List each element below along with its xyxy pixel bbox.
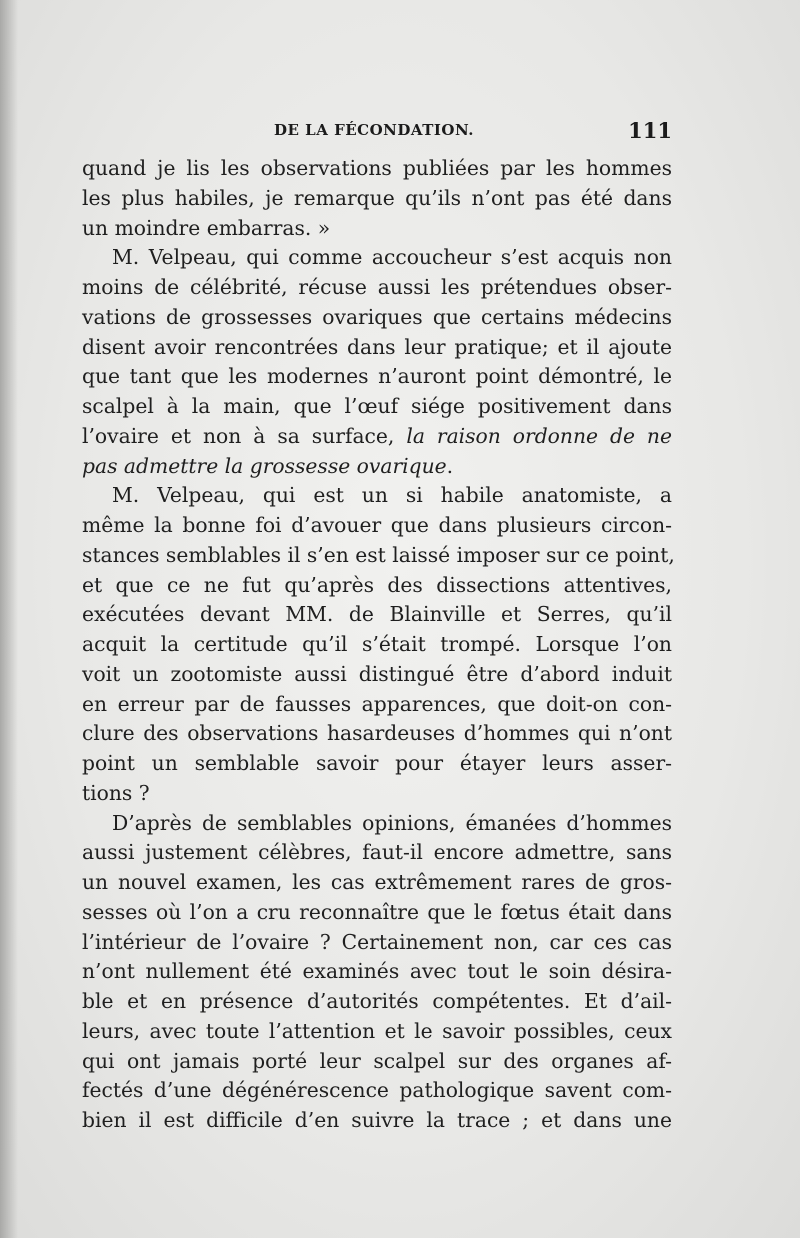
- text-line-content: un moindre embarras. »: [82, 215, 331, 240]
- text-line-content: quand je lis les observations publiées par les hommes: [82, 156, 672, 180]
- text-line: [82, 1017, 672, 1047]
- text-line: [82, 154, 672, 184]
- text-line-content: même la bonne foi d’avouer que dans plusieurs circon-: [82, 513, 672, 537]
- text-line: [82, 184, 672, 214]
- line-tail: .: [446, 453, 454, 478]
- page-gutter-shadow: [0, 0, 18, 1238]
- text-line: [82, 779, 672, 809]
- text-line: [82, 809, 672, 839]
- text-line: [82, 1047, 672, 1077]
- text-line-content: tions ?: [82, 780, 150, 805]
- text-line: [82, 362, 672, 392]
- text-line: [82, 1106, 672, 1136]
- text-line: [82, 987, 672, 1017]
- text-line: [82, 690, 672, 720]
- text-line: [82, 481, 672, 511]
- text-line-content: point un semblable savoir pour étayer leurs asser-: [82, 751, 672, 775]
- page-header: [82, 118, 672, 144]
- text-line-content: bien il est difficile d’en suivre la trace ; et dans une: [82, 1108, 672, 1132]
- text-line-content: un nouvel examen, les cas extrêmement rares de gros-: [82, 870, 672, 894]
- text-line: [82, 273, 672, 303]
- text-line: [82, 1076, 672, 1106]
- text-line-content: voit un zootomiste aussi distingué être d’abord induit: [82, 661, 672, 686]
- text-line-content: n’ont nullement été examinés avec tout le soin désira-: [82, 959, 672, 984]
- text-line: [82, 898, 672, 928]
- text-line: [82, 928, 672, 958]
- text-line: [82, 422, 672, 452]
- text-line-content: leurs, avec toute l’attention et le savoir possibles, ceux: [82, 1018, 672, 1043]
- italic-quote: pas admettre la grossesse ovarique: [82, 453, 447, 478]
- text-line-content: fectés d’une dégénérescence pathologique savent com-: [82, 1078, 672, 1103]
- text-line-content: acquit la certitude qu’il s’était trompé. Lorsque l’on: [82, 632, 672, 656]
- text-line-content: ble et en présence d’autorités compétentes. Et d’ail-: [82, 989, 672, 1013]
- text-line-content: que tant que les modernes n’auront point démontré, le: [82, 364, 672, 389]
- text-line-content: exécutées devant MM. de Blainville et Serres, qu’il: [82, 602, 672, 627]
- text-line-content: aussi justement célèbres, faut-il encore admettre, sans: [82, 840, 672, 865]
- text-line: [82, 333, 672, 363]
- text-line: [82, 630, 672, 660]
- text-line: [82, 452, 672, 482]
- running-head: DE LA FÉCONDATION.: [274, 121, 474, 139]
- text-line-content: clure des observations hasardeuses d’hommes qui n’ont: [82, 721, 672, 746]
- text-line-content: D’après de semblables opinions, émanées d’hommes: [112, 810, 672, 835]
- text-line-content: l’intérieur de l’ovaire ? Certainement non, car ces cas: [82, 929, 672, 954]
- text-line: [82, 243, 672, 273]
- text-line: [82, 571, 672, 601]
- body-text: [82, 154, 675, 1136]
- text-line-content: scalpel à la main, que l’œuf siége positivement dans: [82, 394, 672, 418]
- text-line: [82, 749, 672, 779]
- text-line: [82, 719, 672, 749]
- text-line: [82, 541, 675, 571]
- text-line: [82, 600, 672, 630]
- text-line-content: M. Velpeau, qui comme accoucheur s’est acquis non: [112, 245, 672, 270]
- text-line-content: les plus habiles, je remarque qu’ils n’ont pas été dans: [82, 185, 672, 210]
- text-line: [82, 303, 672, 333]
- text-line-content: sesses où l’on a cru reconnaître que le fœtus était dans: [82, 899, 672, 924]
- text-line: [82, 511, 672, 541]
- text-line-content: qui ont jamais porté leur scalpel sur des organes af-: [82, 1048, 672, 1073]
- text-line-content: l’ovaire et non à sa surface,: [82, 423, 395, 448]
- text-line-content: M. Velpeau, qui est un si habile anatomiste, a: [112, 483, 672, 508]
- page-number: 111: [628, 118, 672, 143]
- italic-quote: la raison ordonne de ne: [406, 423, 672, 448]
- text-line: [82, 838, 672, 868]
- text-line-content: stances semblables il s’en est laissé imposer sur ce point,: [82, 542, 675, 567]
- text-line: [82, 868, 672, 898]
- text-line: [82, 957, 672, 987]
- text-line-content: disent avoir rencontrées dans leur pratique; et il ajoute: [82, 334, 672, 359]
- text-line-content: moins de célébrité, récuse aussi les prétendues obser-: [82, 275, 672, 299]
- text-line: [82, 392, 672, 422]
- text-line-content: en erreur par de fausses apparences, que doit-on con-: [82, 691, 672, 716]
- text-line-content: et que ce ne fut qu’après des dissections attentives,: [82, 572, 672, 597]
- text-line-content: vations de grossesses ovariques que certains médecins: [82, 304, 672, 329]
- text-line: [82, 214, 672, 244]
- text-line: [82, 660, 672, 690]
